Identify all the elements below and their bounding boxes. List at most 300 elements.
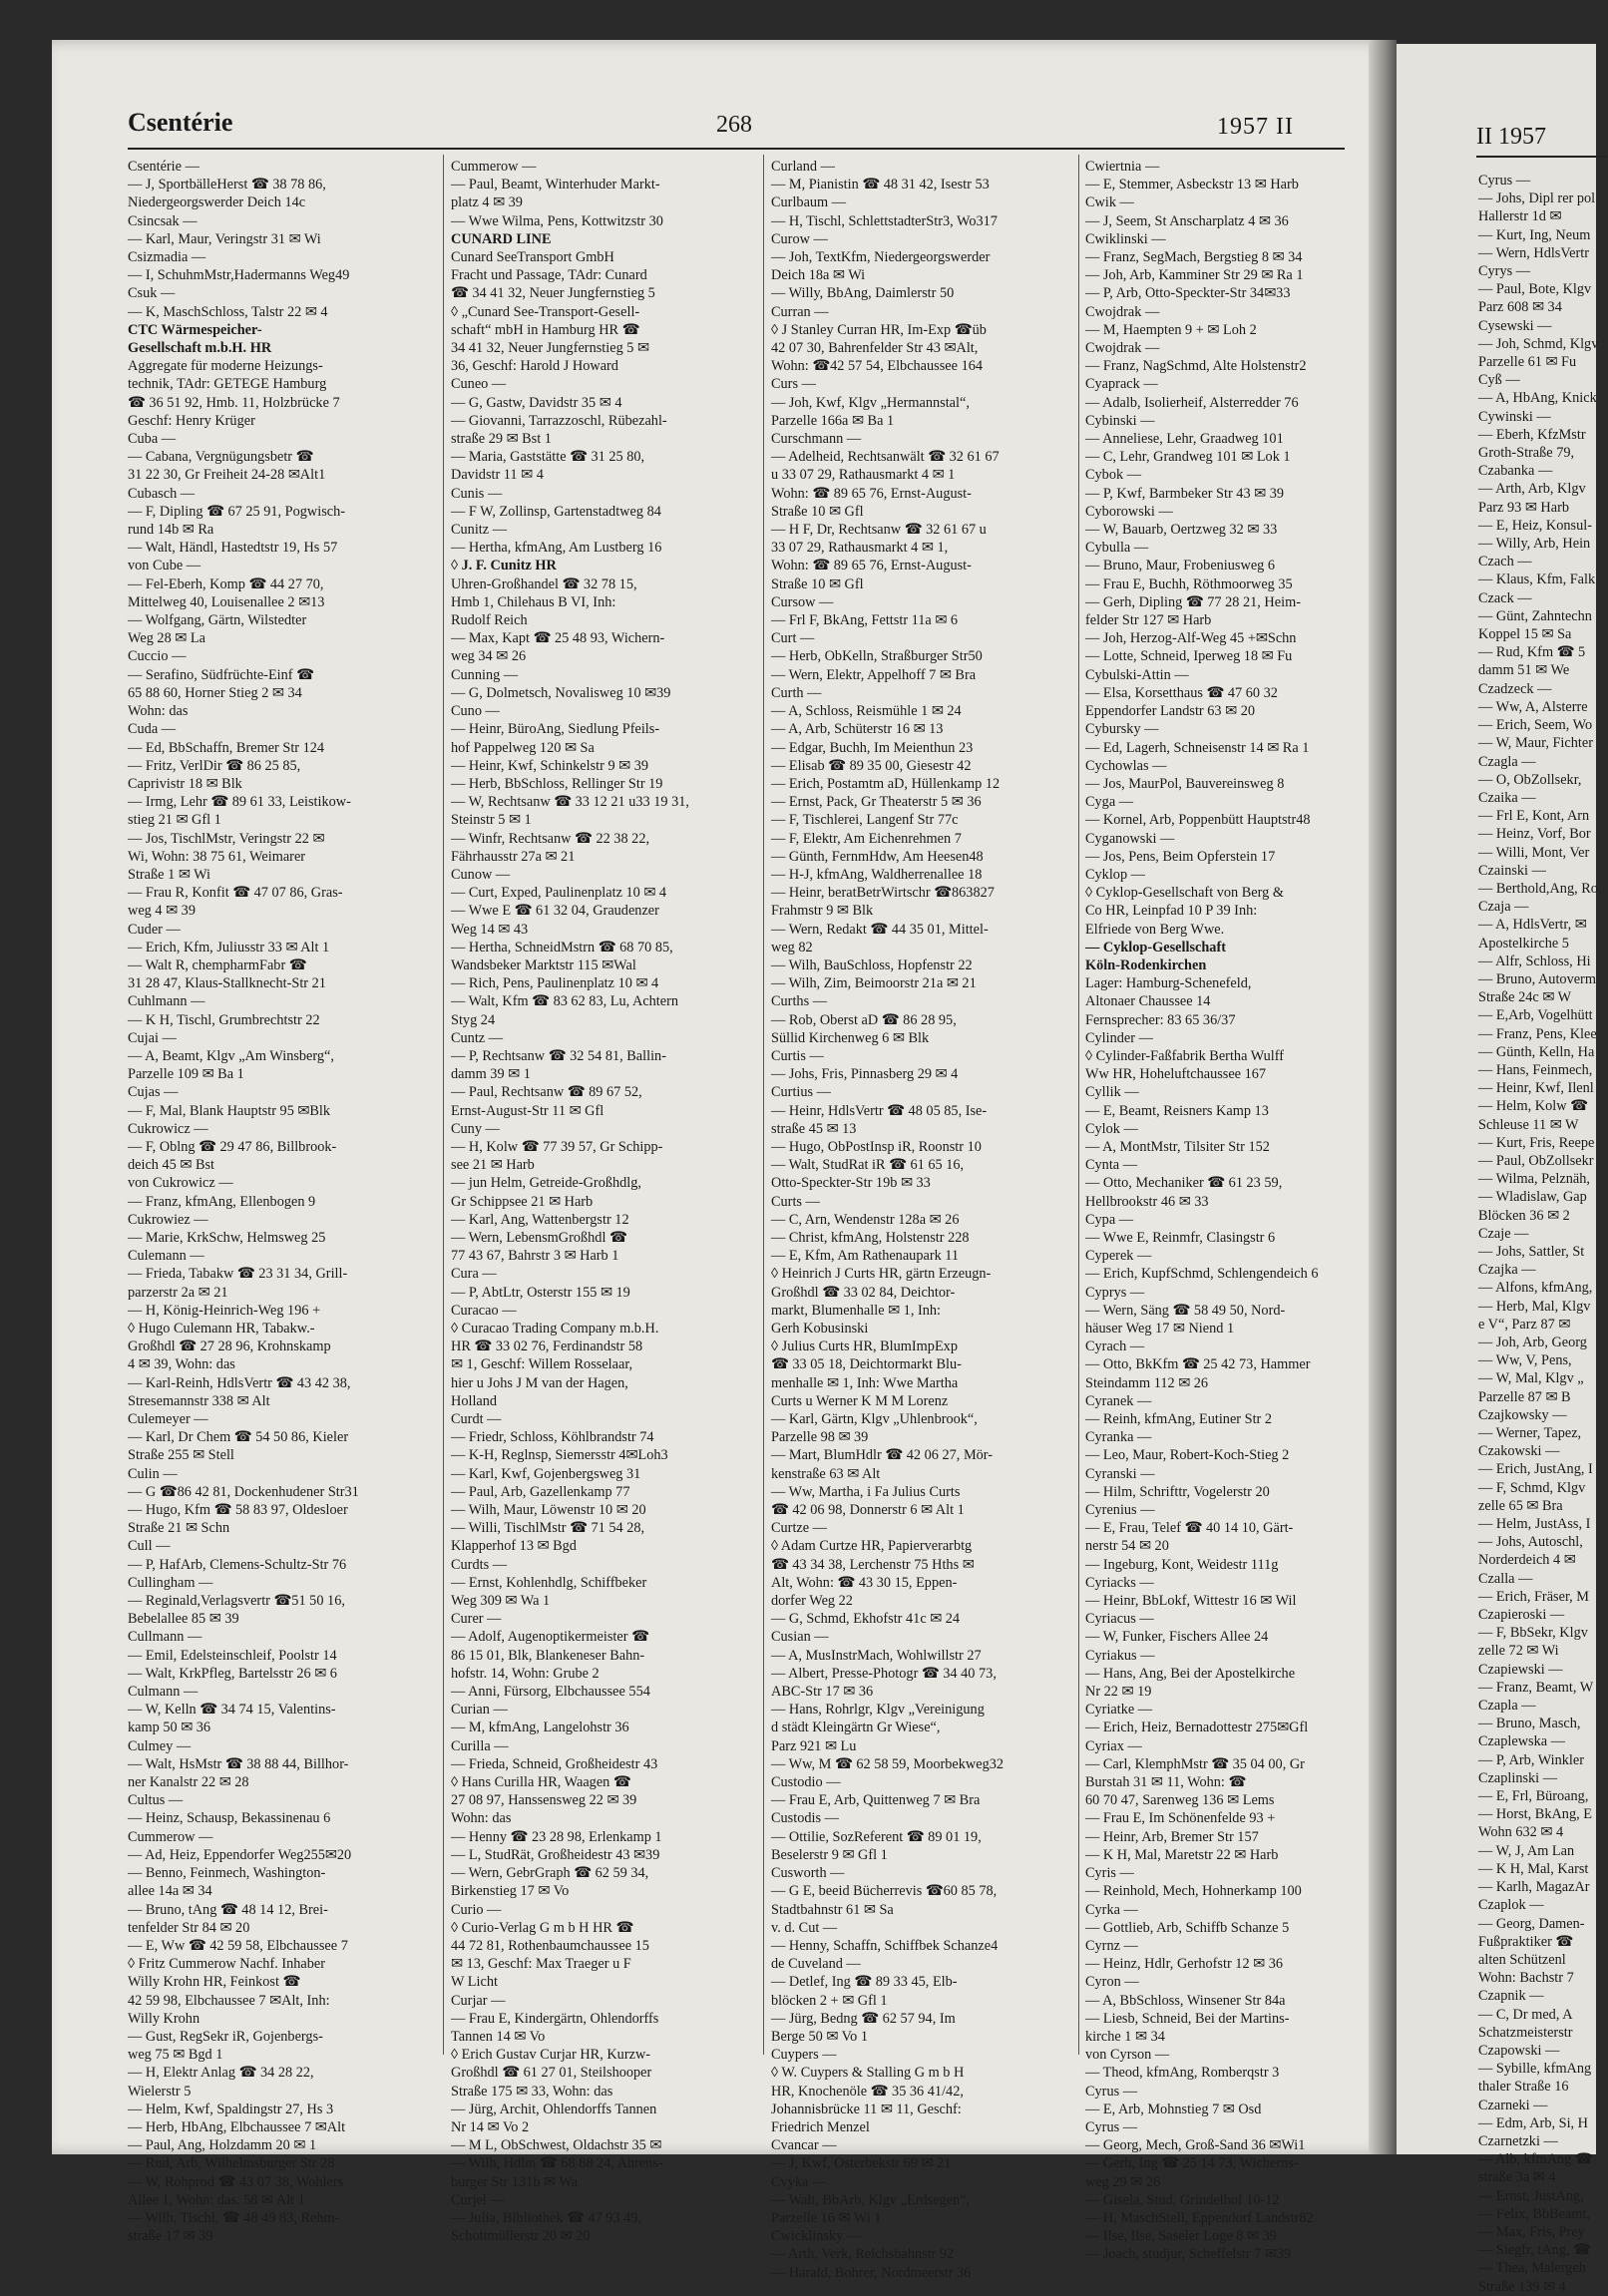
directory-entry-line: CUNARD LINE bbox=[451, 230, 552, 247]
directory-entry-line: — Gottlieb, Arb, Schiffb Schanze 5 bbox=[1085, 1919, 1290, 1936]
directory-entry-line: — Cyklop-Gesellschaft bbox=[1085, 939, 1226, 956]
directory-entry-line: — G E, beeid Bücherrevis ☎60 85 78, bbox=[771, 1883, 998, 1900]
directory-entry-line: Straße 175 ✉ 33, Wohn: das bbox=[451, 2083, 613, 2100]
directory-entry-line: Curts — bbox=[771, 1193, 820, 1210]
directory-entry-line: — Jos, MaurPol, Bauvereinsweg 8 bbox=[1085, 775, 1285, 792]
directory-entry-line: Cura — bbox=[451, 1266, 497, 1283]
directory-entry-line: — Ww, A, Alsterre bbox=[1478, 698, 1588, 715]
directory-entry-line: — Wern, GebrGraph ☎ 62 59 34, bbox=[451, 1865, 649, 1882]
directory-entry-line: ☎ 42 06 98, Donnerstr 6 ✉ Alt 1 bbox=[771, 1502, 965, 1519]
directory-entry-line: Curths — bbox=[771, 993, 828, 1010]
directory-entry-line: Berge 50 ✉ Vo 1 bbox=[771, 2028, 868, 2045]
directory-entry-line: — Kurt, Fris, Reepe bbox=[1478, 1134, 1595, 1151]
directory-entry-line: Cyris — bbox=[1085, 1865, 1134, 1882]
directory-entry-line: Altonaer Chaussee 14 bbox=[1085, 993, 1211, 1010]
directory-entry-line: Cwik — bbox=[1085, 194, 1134, 211]
directory-entry-line: Cyklop — bbox=[1085, 866, 1145, 883]
directory-entry-line: Willy Krohn HR, Feinkost ☎ bbox=[128, 1974, 301, 1991]
directory-entry-line: Cwojdrak — bbox=[1085, 340, 1160, 357]
directory-entry-line: 31 28 47, Klaus-Stallknecht-Str 21 bbox=[128, 975, 326, 992]
directory-column-1 bbox=[128, 158, 432, 2245]
directory-entry-line: — Wern, Elektr, Appelhoff 7 ✉ Bra bbox=[771, 666, 977, 683]
directory-entry-line: Cyrus — bbox=[1478, 173, 1531, 189]
directory-entry-line: häuser Weg 17 ✉ Niend 1 bbox=[1085, 1321, 1235, 1337]
directory-entry-line: 77 43 67, Bahrstr 3 ✉ Harb 1 bbox=[451, 1248, 619, 1265]
directory-entry-line: weg 75 ✉ Bgd 1 bbox=[128, 2047, 223, 2064]
directory-entry-line: v. d. Cut — bbox=[771, 1919, 838, 1936]
directory-entry-line: — Ernst, JustAng, bbox=[1478, 2187, 1584, 2204]
directory-entry-line: Eppendorfer Landstr 63 ✉ 20 bbox=[1085, 703, 1255, 720]
directory-entry-line: — Herb, ObKelln, Straßburger Str50 bbox=[771, 648, 983, 665]
directory-entry-line: Weg 28 ✉ La bbox=[128, 630, 205, 647]
directory-entry-line: — Franz, kfmAng, Ellenbogen 9 bbox=[128, 1193, 316, 1210]
directory-entry-line: Wohn: Bachstr 7 bbox=[1478, 1970, 1574, 1987]
directory-entry-line: alten Schützenl bbox=[1478, 1951, 1566, 1968]
directory-entry-line: Steindamm 112 ✉ 26 bbox=[1085, 1374, 1209, 1391]
directory-entry-line: Cummerow — bbox=[451, 159, 537, 175]
directory-entry-line: — E, Stemmer, Asbeckstr 13 ✉ Harb bbox=[1085, 177, 1299, 193]
directory-entry-line: rund 14b ✉ Ra bbox=[128, 522, 214, 539]
directory-entry-line: — Ad, Heiz, Eppendorfer Weg255✉20 bbox=[128, 1846, 352, 1863]
directory-entry-line: Cuypers — bbox=[771, 2047, 837, 2064]
directory-entry-line: Nr 22 ✉ 19 bbox=[1085, 1684, 1152, 1701]
directory-entry-line: 42 07 30, Bahrenfelder Str 43 ✉Alt, bbox=[771, 340, 979, 357]
directory-entry-line: — Felix, BbBeamt, bbox=[1478, 2205, 1590, 2222]
directory-entry-line: Cuhlmann — bbox=[128, 993, 205, 1010]
directory-entry-line: — Bruno, Autoverm bbox=[1478, 970, 1596, 987]
directory-entry-line: — Alfr, Schloss, Hi bbox=[1478, 953, 1591, 969]
directory-entry-line: — Willi, TischlMstr ☎ 71 54 28, bbox=[451, 1520, 645, 1537]
directory-entry-line: Czarneki — bbox=[1478, 2097, 1548, 2113]
directory-entry-line: Mittelweg 40, Louisenallee 2 ✉13 bbox=[128, 593, 325, 610]
directory-entry-line: ◊ Heinrich J Curts HR, gärtn Erzeugn- bbox=[771, 1266, 992, 1283]
right-header-rule bbox=[1476, 156, 1606, 158]
directory-entry-line: — Hilm, Schrifttr, Vogelerstr 20 bbox=[1085, 1483, 1270, 1500]
directory-entry-line: Cunard SeeTransport GmbH bbox=[451, 249, 614, 266]
directory-entry-line: — Henny ☎ 23 28 98, Erlenkamp 1 bbox=[451, 1828, 662, 1845]
directory-entry-line: Fracht und Passage, TAdr: Cunard bbox=[451, 267, 647, 284]
directory-entry-line: — Wilh, Zim, Beimoorstr 21a ✉ 21 bbox=[771, 975, 977, 992]
directory-entry-line: kenstraße 63 ✉ Alt bbox=[771, 1465, 881, 1482]
directory-entry-line: Cusworth — bbox=[771, 1865, 845, 1882]
directory-entry-line: — Wilh, Hdlm ☎ 68 88 24, Ahrens- bbox=[451, 2155, 663, 2172]
directory-entry-line: — Ww, Martha, i Fa Julius Curts bbox=[771, 1483, 961, 1500]
directory-entry-line: Friedrich Menzel bbox=[771, 2118, 870, 2135]
directory-entry-line: Custodis — bbox=[771, 1810, 839, 1827]
directory-entry-line: weg 29 ✉ 26 bbox=[1085, 2173, 1161, 2190]
directory-entry-line: Cyganowski — bbox=[1085, 830, 1175, 847]
directory-entry-line: — Georg, Mech, Groß-Sand 36 ✉Wi1 bbox=[1085, 2137, 1306, 2154]
directory-entry-line: Czabanka — bbox=[1478, 463, 1553, 480]
directory-entry-line: Czagla — bbox=[1478, 753, 1536, 770]
directory-entry-line: — Fel-Eberh, Komp ☎ 44 27 70, bbox=[128, 575, 324, 592]
directory-entry-line: Parz 93 ✉ Harb bbox=[1478, 499, 1569, 516]
directory-entry-line: — Heinr, Arb, Bremer Str 157 bbox=[1085, 1828, 1259, 1845]
directory-entry-line: — Franz, SegMach, Bergstieg 8 ✉ 34 bbox=[1085, 249, 1303, 266]
directory-entry-line: Fährhausstr 27a ✉ 21 bbox=[451, 848, 576, 865]
directory-entry-line: Steinstr 5 ✉ 1 bbox=[451, 812, 532, 829]
directory-entry-line: Parzelle 61 ✉ Fu bbox=[1478, 354, 1577, 371]
directory-entry-line: — Klaus, Kfm, Falk bbox=[1478, 572, 1596, 588]
directory-entry-line: — K, MaschSchloss, Talstr 22 ✉ 4 bbox=[128, 303, 328, 320]
directory-entry-line: — Erich, Seem, Wo bbox=[1478, 717, 1593, 734]
directory-entry-line: Großhdl ☎ 27 28 96, Krohnskamp bbox=[128, 1339, 331, 1355]
directory-entry-line: 34 41 32, Neuer Jungfernstieg 5 ✉ bbox=[451, 340, 649, 357]
directory-entry-line: — A, Arb, Schüterstr 16 ✉ 13 bbox=[771, 721, 944, 738]
directory-entry-line: kamp 50 ✉ 36 bbox=[128, 1720, 211, 1736]
directory-entry-line: deich 45 ✉ Bst bbox=[128, 1157, 215, 1174]
directory-entry-line: — Franz, Beamt, W bbox=[1478, 1679, 1594, 1696]
directory-entry-line: — Frieda, Tabakw ☎ 23 31 34, Grill- bbox=[128, 1266, 348, 1283]
directory-entry-line: — Ww, M ☎ 62 58 59, Moorbekweg32 bbox=[771, 1755, 1005, 1772]
directory-entry-line: Weg 14 ✉ 43 bbox=[451, 921, 529, 938]
directory-entry-line: — Joh, Kwf, Klgv „Hermannstal“, bbox=[771, 394, 970, 411]
directory-entry-line: burger Str 131b ✉ Wa bbox=[451, 2173, 579, 2190]
directory-entry-line: Curschmann — bbox=[771, 431, 862, 448]
directory-entry-line: Elfriede von Berg Wwe. bbox=[1085, 921, 1225, 938]
directory-entry-line: straße 3a ✉ 4 bbox=[1478, 2169, 1556, 2186]
directory-entry-line: ◊ „Cunard See-Transport-Gesell- bbox=[451, 303, 640, 320]
directory-entry-line: Czapieroski — bbox=[1478, 1607, 1565, 1624]
directory-entry-line: — Heinr, BbLokf, Wittestr 16 ✉ Wil bbox=[1085, 1593, 1297, 1610]
directory-entry-line: — Hugo, Kfm ☎ 58 83 97, Oldesloer bbox=[128, 1502, 348, 1519]
directory-entry-line: Cuda — bbox=[128, 721, 177, 738]
directory-entry-line: Cyrus — bbox=[1085, 2118, 1138, 2135]
directory-entry-line: Burstah 31 ✉ 11, Wohn: ☎ bbox=[1085, 1774, 1247, 1791]
directory-entry-line: Czach — bbox=[1478, 554, 1532, 571]
directory-entry-line: Cyriatke — bbox=[1085, 1702, 1153, 1719]
directory-entry-line: — Christ, kfmAng, Holstenstr 228 bbox=[771, 1229, 970, 1246]
directory-entry-line: 60 70 47, Sarenweg 136 ✉ Lems bbox=[1085, 1792, 1275, 1809]
directory-entry-line: — Alfons, kfmAng, bbox=[1478, 1280, 1593, 1297]
directory-entry-line: — Willi, Mont, Ver bbox=[1478, 844, 1590, 861]
directory-entry-line: u 33 07 29, Rathausmarkt 4 ✉ 1 bbox=[771, 467, 956, 484]
directory-entry-line: — W, Rohprod ☎ 43 07 38, Wohlers bbox=[128, 2173, 344, 2190]
directory-entry-line: Czalla — bbox=[1478, 1570, 1533, 1587]
directory-entry-line: — Reginald,Verlagsvertr ☎51 50 16, bbox=[128, 1593, 345, 1610]
directory-entry-line: Caprivistr 18 ✉ Blk bbox=[128, 775, 242, 792]
directory-entry-line: — P, Kwf, Barmbeker Str 43 ✉ 39 bbox=[1085, 485, 1285, 502]
directory-entry-line: — Georg, Damen- bbox=[1478, 1915, 1585, 1932]
directory-entry-line: — M, Haempten 9 + ✉ Loh 2 bbox=[1085, 321, 1257, 338]
directory-entry-line: — F, Tischlerei, Langenf Str 77c bbox=[771, 812, 959, 829]
directory-entry-line: Köln-Rodenkirchen bbox=[1085, 957, 1207, 973]
directory-entry-line: — Helm, Kwf, Spaldingstr 27, Hs 3 bbox=[128, 2101, 334, 2117]
directory-entry-line: Cull — bbox=[128, 1538, 171, 1555]
directory-entry-line: Czaplinski — bbox=[1478, 1769, 1558, 1786]
directory-entry-line: Fernsprecher: 83 65 36/37 bbox=[1085, 1011, 1236, 1028]
directory-entry-line: Cuba — bbox=[128, 431, 177, 448]
directory-entry-line: Csizmadia — bbox=[128, 249, 206, 266]
directory-entry-line: — P, AbtLtr, Osterstr 155 ✉ 19 bbox=[451, 1284, 630, 1301]
directory-entry-line: Hallerstr 1d ✉ bbox=[1478, 208, 1562, 225]
right-page-content bbox=[1397, 44, 1599, 2295]
directory-entry-line: — Wern, Redakt ☎ 44 35 01, Mittel- bbox=[771, 921, 989, 938]
directory-entry-line: — Heinr, Kwf, Schinkelstr 9 ✉ 39 bbox=[451, 757, 649, 774]
directory-entry-line: — Marie, KrkSchw, Helmsweg 25 bbox=[128, 1229, 326, 1246]
directory-entry-line: — Bruno, tAng ☎ 48 14 12, Brei- bbox=[128, 1901, 328, 1918]
column-separator bbox=[763, 155, 764, 2055]
directory-entry-line: Culmann — bbox=[128, 1684, 199, 1701]
directory-entry-line: — Ed, Lagerh, Schneisenstr 14 ✉ Ra 1 bbox=[1085, 739, 1310, 756]
directory-entry-line: zelle 72 ✉ Wi bbox=[1478, 1643, 1559, 1660]
directory-entry-line: — F, Mal, Blank Hauptstr 95 ✉Blk bbox=[128, 1102, 331, 1119]
directory-entry-line: hier u Johs J M van der Hagen, bbox=[451, 1374, 628, 1391]
directory-entry-line: — H-J, kfmAng, Waldherrenallee 18 bbox=[771, 866, 983, 883]
directory-entry-line: — Alb, kfmAng ☎ bbox=[1478, 2151, 1593, 2168]
directory-entry-line: Cwiertnia — bbox=[1085, 159, 1160, 175]
directory-entry-line: Ww HR, Hoheluftchaussee 167 bbox=[1085, 1066, 1267, 1083]
directory-entry-line: — M, Pianistin ☎ 48 31 42, Isestr 53 bbox=[771, 177, 990, 193]
directory-entry-line: — G, Schmd, Ekhofstr 41c ✉ 24 bbox=[771, 1611, 961, 1628]
directory-entry-line: ◊ Hans Curilla HR, Waagen ☎ bbox=[451, 1774, 631, 1791]
directory-entry-line: ◊ Curio-Verlag G m b H HR ☎ bbox=[451, 1919, 634, 1936]
directory-entry-line: Süllid Kirchenweg 6 ✉ Blk bbox=[771, 1029, 930, 1046]
directory-entry-line: ✉ 13, Geschf: Max Traeger u F bbox=[451, 1956, 631, 1973]
directory-entry-line: — F, Oblng ☎ 29 47 86, Billbrook- bbox=[128, 1138, 337, 1155]
directory-entry-line: Wohn 632 ✉ 4 bbox=[1478, 1824, 1564, 1841]
directory-entry-line: — Edm, Arb, Si, H bbox=[1478, 2114, 1589, 2131]
column-separator bbox=[1078, 155, 1079, 2055]
directory-entry-line: — Maria, Gaststätte ☎ 31 25 80, bbox=[451, 449, 645, 466]
directory-entry-line: Cyga — bbox=[1085, 794, 1134, 811]
directory-entry-line: — Mart, BlumHdlr ☎ 42 06 27, Mör- bbox=[771, 1447, 994, 1464]
directory-entry-line: Cyperek — bbox=[1085, 1248, 1152, 1265]
directory-entry-line: — Hertha, kfmAng, Am Lustberg 16 bbox=[451, 540, 662, 557]
directory-entry-line: Frahmstr 9 ✉ Blk bbox=[771, 903, 874, 920]
directory-entry-line: — Gerh, Ing ☎ 25 14 73, Wicherns- bbox=[1085, 2155, 1299, 2172]
directory-entry-line: hof Pappelweg 120 ✉ Sa bbox=[451, 739, 595, 756]
directory-entry-line: ner Kanalstr 22 ✉ 28 bbox=[128, 1774, 249, 1791]
directory-entry-line: de Cuveland — bbox=[771, 1956, 861, 1973]
directory-entry-line: Parzelle 87 ✉ B bbox=[1478, 1388, 1571, 1405]
directory-entry-line: — W, Bauarb, Oertzweg 32 ✉ 33 bbox=[1085, 522, 1278, 539]
directory-entry-line: — W, Rechtsanw ☎ 33 12 21 u33 19 31, bbox=[451, 794, 690, 811]
directory-entry-line: Cullingham — bbox=[128, 1574, 213, 1591]
directory-entry-line: Cvancar — bbox=[771, 2137, 837, 2154]
directory-entry-line: Cyrnz — bbox=[1085, 1937, 1138, 1954]
directory-entry-line: Co HR, Leinpfad 10 P 39 Inh: bbox=[1085, 903, 1258, 920]
directory-entry-line: — Leo, Maur, Robert-Koch-Stieg 2 bbox=[1085, 1447, 1290, 1464]
directory-entry-line: thaler Straße 16 bbox=[1478, 2079, 1569, 2096]
directory-entry-line: 31 22 30, Gr Freiheit 24-28 ✉Alt1 bbox=[128, 467, 326, 484]
directory-entry-line: Aggregate für moderne Heizungs- bbox=[128, 358, 323, 375]
directory-entry-line: von Cukrowicz — bbox=[128, 1175, 233, 1192]
directory-entry-line: Birkenstieg 17 ✉ Vo bbox=[451, 1883, 570, 1900]
page-number: 268 bbox=[716, 112, 752, 138]
directory-entry-line: — Jürg, Bedng ☎ 62 57 94, Im bbox=[771, 2010, 956, 2027]
directory-entry-line: Cubasch — bbox=[128, 485, 196, 502]
directory-entry-line: — Elsa, Korsetthaus ☎ 47 60 32 bbox=[1085, 684, 1278, 701]
directory-entry-line: Cuder — bbox=[128, 921, 181, 938]
directory-entry-line: Culin — bbox=[128, 1465, 178, 1482]
directory-entry-line: Beselerstr 9 ✉ Gfl 1 bbox=[771, 1846, 888, 1863]
directory-entry-line: — F W, Zollinsp, Gartenstadtweg 84 bbox=[451, 503, 661, 520]
directory-entry-line: — Gerh, Dipling ☎ 77 28 21, Heim- bbox=[1085, 593, 1301, 610]
directory-entry-line: technik, TAdr: GETEGE Hamburg bbox=[128, 376, 327, 393]
directory-entry-line: — Walt, Kfm ☎ 83 62 83, Lu, Achtern bbox=[451, 993, 679, 1010]
directory-entry-line: ◊ Cyklop-Gesellschaft von Berg & bbox=[1085, 885, 1284, 902]
directory-entry-line: — Herb, BbSchloss, Rellinger Str 19 bbox=[451, 775, 663, 792]
directory-entry-line: — H, Elektr Anlag ☎ 34 28 22, bbox=[128, 2065, 314, 2082]
directory-entry-line: Cyriacus — bbox=[1085, 1611, 1154, 1628]
directory-entry-line: — Erich, Kfm, Juliusstr 33 ✉ Alt 1 bbox=[128, 939, 330, 956]
directory-entry-line: Groth-Straße 79, bbox=[1478, 445, 1575, 462]
directory-entry-line: — Walt, HsMstr ☎ 38 88 44, Billhor- bbox=[128, 1755, 349, 1772]
directory-entry-line: Lager: Hamburg-Schenefeld, bbox=[1085, 975, 1252, 992]
directory-entry-line: — Otto, Mechaniker ☎ 61 23 59, bbox=[1085, 1175, 1283, 1192]
directory-entry-line: — Walt, Händl, Hastedtstr 19, Hs 57 bbox=[128, 540, 338, 557]
directory-entry-line: Cwiklinski — bbox=[1085, 230, 1166, 247]
directory-entry-line: Czaplewska — bbox=[1478, 1733, 1565, 1750]
directory-entry-line: Csentérie — bbox=[128, 159, 200, 175]
directory-entry-line: — Erich, Heiz, Bernadottestr 275✉Gfl bbox=[1085, 1720, 1309, 1736]
directory-entry-line: — Reinh, kfmAng, Eutiner Str 2 bbox=[1085, 1411, 1273, 1428]
directory-entry-line: — Arth, Verk, Reichsbahnstr 92 bbox=[771, 2246, 955, 2263]
directory-entry-line: e V“, Parz 87 ✉ bbox=[1478, 1316, 1571, 1333]
right-page-column bbox=[1478, 172, 1608, 2296]
directory-entry-line: — J, SportbälleHerst ☎ 38 78 86, bbox=[128, 177, 326, 193]
directory-entry-line: — Paul, Beamt, Winterhuder Markt- bbox=[451, 177, 660, 193]
directory-entry-line: Cyranek — bbox=[1085, 1392, 1152, 1409]
directory-entry-line: — Hans, Feinmech, bbox=[1478, 1061, 1593, 1078]
directory-entry-line: felder Str 127 ✉ Harb bbox=[1085, 612, 1212, 629]
directory-entry-line: 86 15 01, Blk, Blankeneser Bahn- bbox=[451, 1647, 645, 1664]
directory-entry-line: Culemann — bbox=[128, 1248, 204, 1265]
directory-entry-line: — Edgar, Buchh, Im Meienthun 23 bbox=[771, 739, 974, 756]
directory-entry-line: — Otto, BkKfm ☎ 25 42 73, Hammer bbox=[1085, 1356, 1311, 1373]
directory-entry-line: HR ☎ 33 02 76, Ferdinandstr 58 bbox=[451, 1339, 643, 1355]
directory-entry-line: — Elisab ☎ 89 35 00, Giesestr 42 bbox=[771, 757, 972, 774]
directory-entry-line: Straße 21 ✉ Schn bbox=[128, 1520, 230, 1537]
directory-entry-line: — Karl, Kwf, Gojenbergsweg 31 bbox=[451, 1465, 641, 1482]
directory-entry-line: Cujai — bbox=[128, 1029, 177, 1046]
directory-entry-line: — Erich, JustAng, I bbox=[1478, 1461, 1593, 1478]
directory-entry-line: CTC Wärmespeicher- bbox=[128, 321, 262, 338]
directory-entry-line: weg 4 ✉ 39 bbox=[128, 903, 196, 920]
directory-entry-line: Schleuse 11 ✉ W bbox=[1478, 1116, 1579, 1133]
directory-entry-line: — Gisela, Stud, Grindelhof 10-12 bbox=[1085, 2191, 1280, 2208]
directory-entry-line: Gr Schippsee 21 ✉ Harb bbox=[451, 1193, 594, 1210]
directory-entry-line: Cybinski — bbox=[1085, 412, 1155, 429]
directory-entry-line: — Heinz, Schausp, Bekassinenau 6 bbox=[128, 1810, 331, 1827]
directory-entry-line: ☎ 33 05 18, Deichtormarkt Blu- bbox=[771, 1356, 962, 1373]
directory-entry-line: Cunning — bbox=[451, 666, 519, 683]
directory-entry-line: — Bruno, Masch, bbox=[1478, 1716, 1581, 1732]
directory-entry-line: kirche 1 ✉ 34 bbox=[1085, 2028, 1165, 2045]
directory-entry-line: — Curt, Exped, Paulinenplatz 10 ✉ 4 bbox=[451, 885, 667, 902]
directory-column-4 bbox=[1085, 158, 1377, 2264]
directory-entry-line: Cysewski — bbox=[1478, 317, 1552, 334]
directory-entry-line: Blöcken 36 ✉ 2 bbox=[1478, 1207, 1570, 1224]
directory-entry-line: Csuk — bbox=[128, 285, 176, 302]
directory-entry-line: — Henny, Schaffn, Schiffbek Schanze4 bbox=[771, 1937, 999, 1954]
directory-entry-line: — Heinz, Vorf, Bor bbox=[1478, 826, 1591, 843]
directory-entry-line: Curlbaum — bbox=[771, 194, 847, 211]
directory-entry-line: straße 45 ✉ 13 bbox=[771, 1120, 857, 1137]
directory-entry-line: — Wern, HdlsVertr bbox=[1478, 244, 1589, 261]
directory-entry-line: Cyriax — bbox=[1085, 1737, 1142, 1754]
directory-entry-line: ◊ Adam Curtze HR, Papierverarbtg bbox=[771, 1538, 973, 1555]
directory-entry-line: — E, Ww ☎ 42 59 58, Elbchaussee 7 bbox=[128, 1937, 348, 1954]
directory-entry-line: Czapiewski — bbox=[1478, 1661, 1563, 1678]
directory-entry-line: Parz 921 ✉ Lu bbox=[771, 1737, 857, 1754]
directory-column-3 bbox=[771, 158, 1068, 2282]
directory-entry-line: — Frau E, Im Schönenfelde 93 + bbox=[1085, 1810, 1276, 1827]
directory-entry-line: 44 72 81, Rothenbaumchaussee 15 bbox=[451, 1937, 649, 1954]
directory-entry-line: — Joach, studjur, Scheffelstr 7 ✉39 bbox=[1085, 2246, 1292, 2263]
directory-entry-line: — A, HdlsVertr, ✉ bbox=[1478, 917, 1587, 934]
directory-entry-line: — G ☎86 42 81, Dockenhudener Str31 bbox=[128, 1483, 359, 1500]
directory-entry-line: — Frau E, Arb, Quittenweg 7 ✉ Bra bbox=[771, 1792, 981, 1809]
directory-entry-line: Curtis — bbox=[771, 1047, 824, 1064]
directory-entry-line: ◊ Hugo Culemann HR, Tabakw.- bbox=[128, 1321, 315, 1337]
directory-entry-line: Bebelallee 85 ✉ 39 bbox=[128, 1611, 239, 1628]
directory-entry-line: — Giovanni, Tarrazzoschl, Rübezahl- bbox=[451, 412, 667, 429]
directory-entry-line: Wohn: ☎ 89 65 76, Ernst-August- bbox=[771, 558, 972, 574]
directory-entry-line: — Herb, Mal, Klgv bbox=[1478, 1298, 1591, 1315]
directory-entry-line: — Karl-Reinh, HdlsVertr ☎ 43 42 38, bbox=[128, 1374, 351, 1391]
directory-entry-line: — Frau E, Kindergärtn, Ohlendorffs bbox=[451, 2010, 659, 2027]
directory-entry-line: — Carl, KlemphMstr ☎ 35 04 00, Gr bbox=[1085, 1755, 1305, 1772]
directory-entry-line: Czapnik — bbox=[1478, 1988, 1544, 2005]
directory-entry-line: Cyprys — bbox=[1085, 1284, 1145, 1301]
directory-entry-line: Großhdl ☎ 33 02 84, Deichtor- bbox=[771, 1284, 956, 1301]
directory-entry-line: — Albert, Presse-Photogr ☎ 34 40 73, bbox=[771, 1665, 997, 1682]
directory-entry-line: — Ww, V, Pens, bbox=[1478, 1352, 1572, 1369]
directory-entry-line: — Karl, Dr Chem ☎ 54 50 86, Kieler bbox=[128, 1429, 349, 1446]
directory-entry-line: Cybulski-Attin — bbox=[1085, 666, 1189, 683]
directory-entry-line: Parz 608 ✉ 34 bbox=[1478, 299, 1562, 316]
directory-entry-line: Cyrka — bbox=[1085, 1901, 1138, 1918]
directory-entry-line: Stadtbahnstr 61 ✉ Sa bbox=[771, 1901, 894, 1918]
directory-entry-line: — Helm, Kolw ☎ bbox=[1478, 1098, 1588, 1115]
directory-entry-line: — E, Kfm, Am Rathenaupark 11 bbox=[771, 1248, 960, 1265]
directory-entry-line: — E, Arb, Mohnstieg 7 ✉ Osd bbox=[1085, 2101, 1262, 2117]
directory-entry-line: Davidstr 11 ✉ 4 bbox=[451, 467, 544, 484]
directory-entry-line: ◊ Julius Curts HR, BlumImpExp bbox=[771, 1339, 958, 1355]
directory-entry-line: Straße 10 ✉ Gfl bbox=[771, 575, 864, 592]
directory-entry-line: Czajka — bbox=[1478, 1262, 1536, 1279]
directory-entry-line: Cusian — bbox=[771, 1629, 829, 1646]
directory-entry-line: Cvyka — bbox=[771, 2173, 827, 2190]
directory-entry-line: Curdt — bbox=[451, 1411, 502, 1428]
directory-entry-line: Cylok — bbox=[1085, 1120, 1138, 1137]
directory-entry-line: — Thea, Malergeh bbox=[1478, 2260, 1586, 2277]
directory-entry-line: — W, J, Am Lan bbox=[1478, 1842, 1575, 1859]
directory-entry-line: — Benno, Feinmech, Washington- bbox=[128, 1865, 326, 1882]
directory-entry-line: Wandsbeker Marktstr 115 ✉Wal bbox=[451, 957, 636, 973]
directory-entry-line: — C, Arn, Wendenstr 128a ✉ 26 bbox=[771, 1211, 960, 1228]
directory-entry-line: Czainski — bbox=[1478, 862, 1546, 879]
directory-entry-line: Schatzmeisterstr bbox=[1478, 2024, 1573, 2041]
directory-entry-line: straße 29 ✉ Bst 1 bbox=[451, 431, 552, 448]
directory-entry-line: — Adelheid, Rechtsanwält ☎ 32 61 67 bbox=[771, 449, 1000, 466]
directory-entry-line: — F, Elektr, Am Eichenrehmen 7 bbox=[771, 830, 962, 847]
directory-entry-line: ◊ W. Cuypers & Stalling G m b H bbox=[771, 2065, 965, 2082]
directory-entry-line: Rudolf Reich bbox=[451, 612, 528, 629]
directory-entry-line: Curts u Werner K M M Lorenz bbox=[771, 1392, 949, 1409]
directory-entry-line: 27 08 97, Hanssensweg 22 ✉ 39 bbox=[451, 1792, 637, 1809]
directory-entry-line: — Paul, Ang, Holzdamm 20 ✉ 1 bbox=[128, 2137, 317, 2154]
directory-entry-line: ◊ Fritz Cummerow Nachf. Inhaber bbox=[128, 1956, 326, 1973]
directory-entry-line: Curjel — bbox=[451, 2191, 505, 2208]
directory-entry-line: — K H, Tischl, Grumbrechtstr 22 bbox=[128, 1011, 320, 1028]
directory-entry-line: Cyrus — bbox=[1085, 2083, 1138, 2100]
directory-entry-line: — C, Lehr, Grandweg 101 ✉ Lok 1 bbox=[1085, 449, 1291, 466]
directory-entry-line: 33 07 29, Rathausmarkt 4 ✉ 1, bbox=[771, 540, 949, 557]
directory-entry-line: — Walt, KrkPfleg, Bartelsstr 26 ✉ 6 bbox=[128, 1665, 337, 1682]
